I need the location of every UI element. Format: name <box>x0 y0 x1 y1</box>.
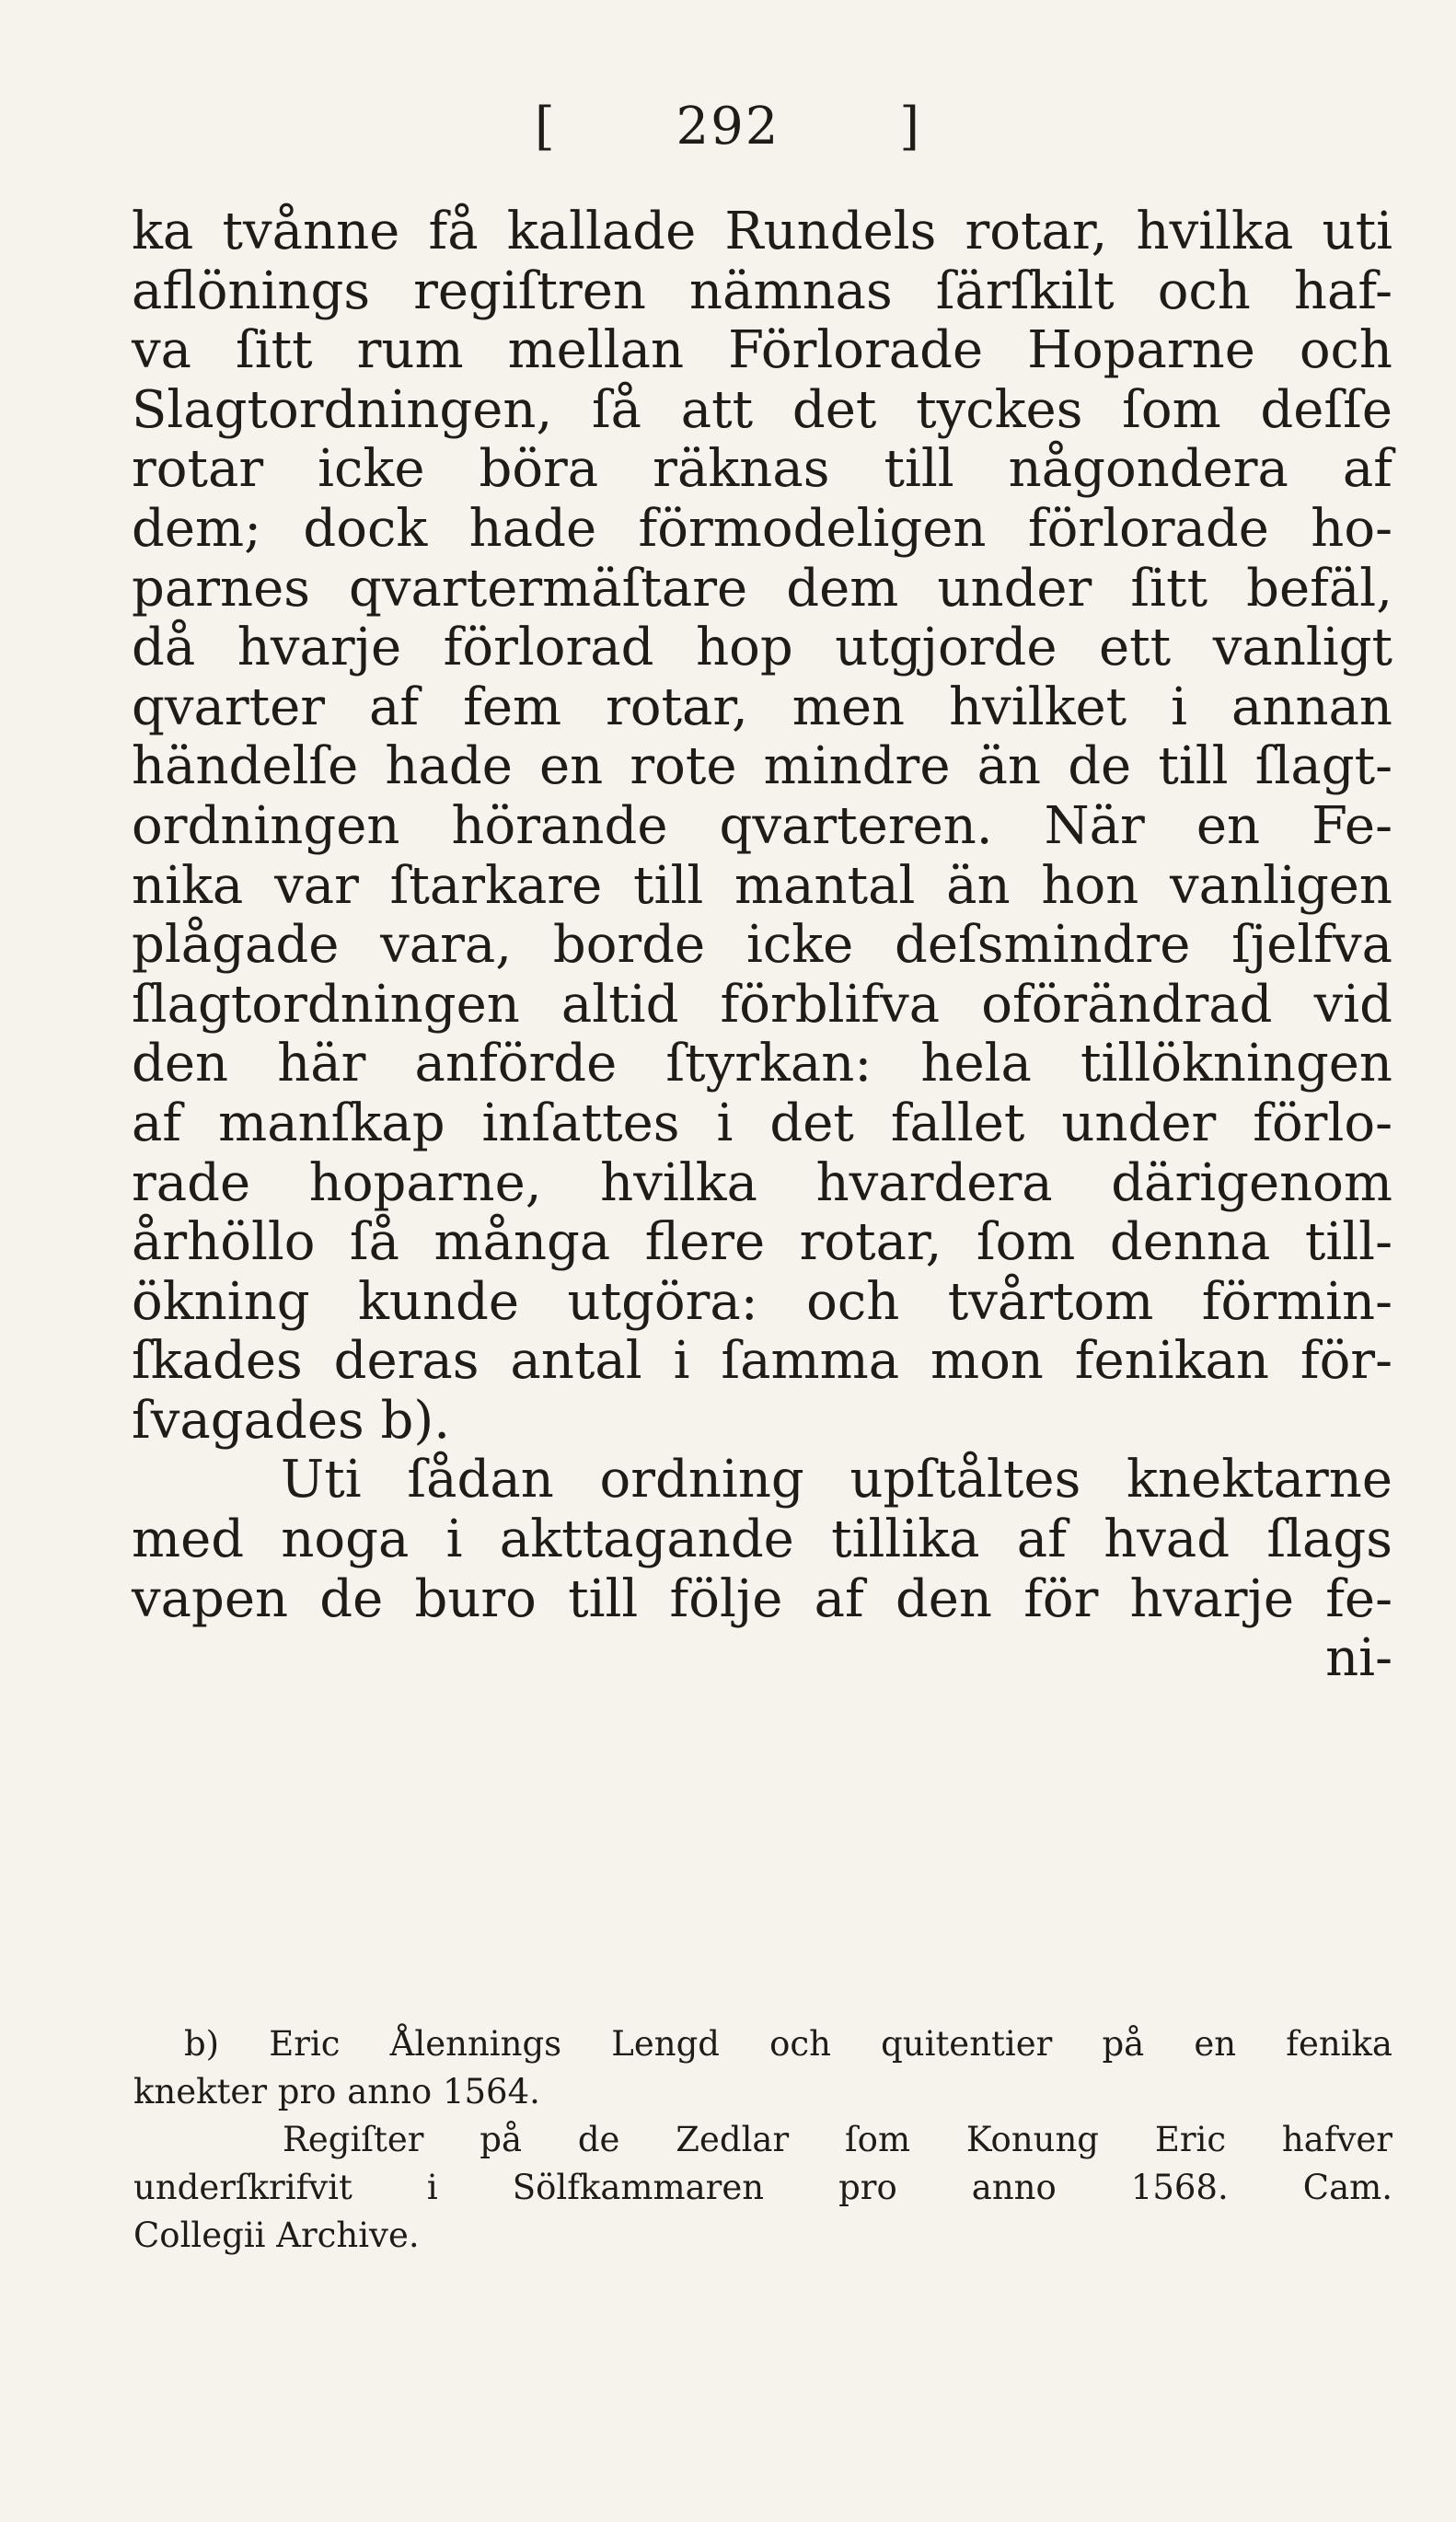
page-header <box>0 97 1456 156</box>
footnote-line: Collegii Archive. <box>133 2215 420 2255</box>
text-line: den här anförde ſtyrkan: hela tillökningen <box>132 1034 1392 1094</box>
text-line: af manſkap inſattes i det fallet under förlo- <box>132 1093 1392 1153</box>
footnotes <box>133 2020 1392 2260</box>
text-line: Slagtordningen, ſå att det tyckes ſom deſſe <box>132 379 1392 440</box>
page-number: 292 <box>676 97 780 156</box>
text-line: ſvagades b). <box>132 1390 451 1451</box>
text-line: ſlagtordningen altid förblifva oförändrad vid <box>132 974 1392 1035</box>
text-line: rade hoparne, hvilka hvardera därigenom <box>132 1152 1392 1213</box>
text-line: århöllo ſå många flere rotar, ſom denna till- <box>132 1212 1392 1273</box>
text-line: ordningen hörande qvarteren. När en Fe- <box>132 795 1392 856</box>
text-line: vapen de buro till följe af den för hvarje fe- <box>132 1568 1392 1629</box>
text-line: händelſe hade en rote mindre än de till ſlagt- <box>132 736 1392 797</box>
text-line: rotar icke böra räknas till någondera af <box>132 439 1392 500</box>
text-line: dem; dock hade förmodeligen förlorade ho- <box>132 498 1392 559</box>
text-line: nika var ſtarkare till mantal än hon vanligen <box>132 855 1392 916</box>
text-line: va ſitt rum mellan Förlorade Hoparne och <box>132 320 1392 381</box>
text-line: parnes qvartermäſtare dem under ſitt befäl, <box>132 558 1392 619</box>
text-line: då hvarje förlorad hop utgjorde ett vanligt <box>132 618 1392 678</box>
footnote-line: b) Eric Ålennings Lengd och quitentier på en fenika <box>184 2024 1392 2064</box>
footnote-line: Regiſter på de Zedlar ſom Konung Eric hafver <box>283 2120 1392 2159</box>
text-line: plågade vara, borde icke deſsmindre ſjelfva <box>132 915 1392 976</box>
text-line: ökning kunde utgöra: och tvårtom förmin- <box>132 1271 1392 1332</box>
footnote-line: knekter pro anno 1564. <box>133 2072 540 2111</box>
header-right-bracket: ] <box>899 97 922 156</box>
text-line: aflönings regiſtren nämnas ſärſkilt och haf- <box>132 260 1392 321</box>
catchword: ni- <box>1325 1628 1392 1689</box>
text-line: ſkades deras antal i ſamma mon fenikan för- <box>132 1331 1392 1392</box>
header-left-bracket: [ <box>534 97 557 156</box>
body-text <box>132 202 1392 1689</box>
text-line: Uti ſådan ordning upſtåltes knektarne <box>281 1450 1392 1510</box>
text-line: med noga i akttagande tillika af hvad ſlags <box>132 1510 1392 1570</box>
footnote-line: underſkrifvit i Sölfkammaren pro anno 1568. Cam. <box>133 2168 1392 2207</box>
text-line: qvarter af fem rotar, men hvilket i annan <box>132 677 1392 737</box>
text-line: ka tvånne få kallade Rundels rotar, hvilka uti <box>132 202 1392 261</box>
